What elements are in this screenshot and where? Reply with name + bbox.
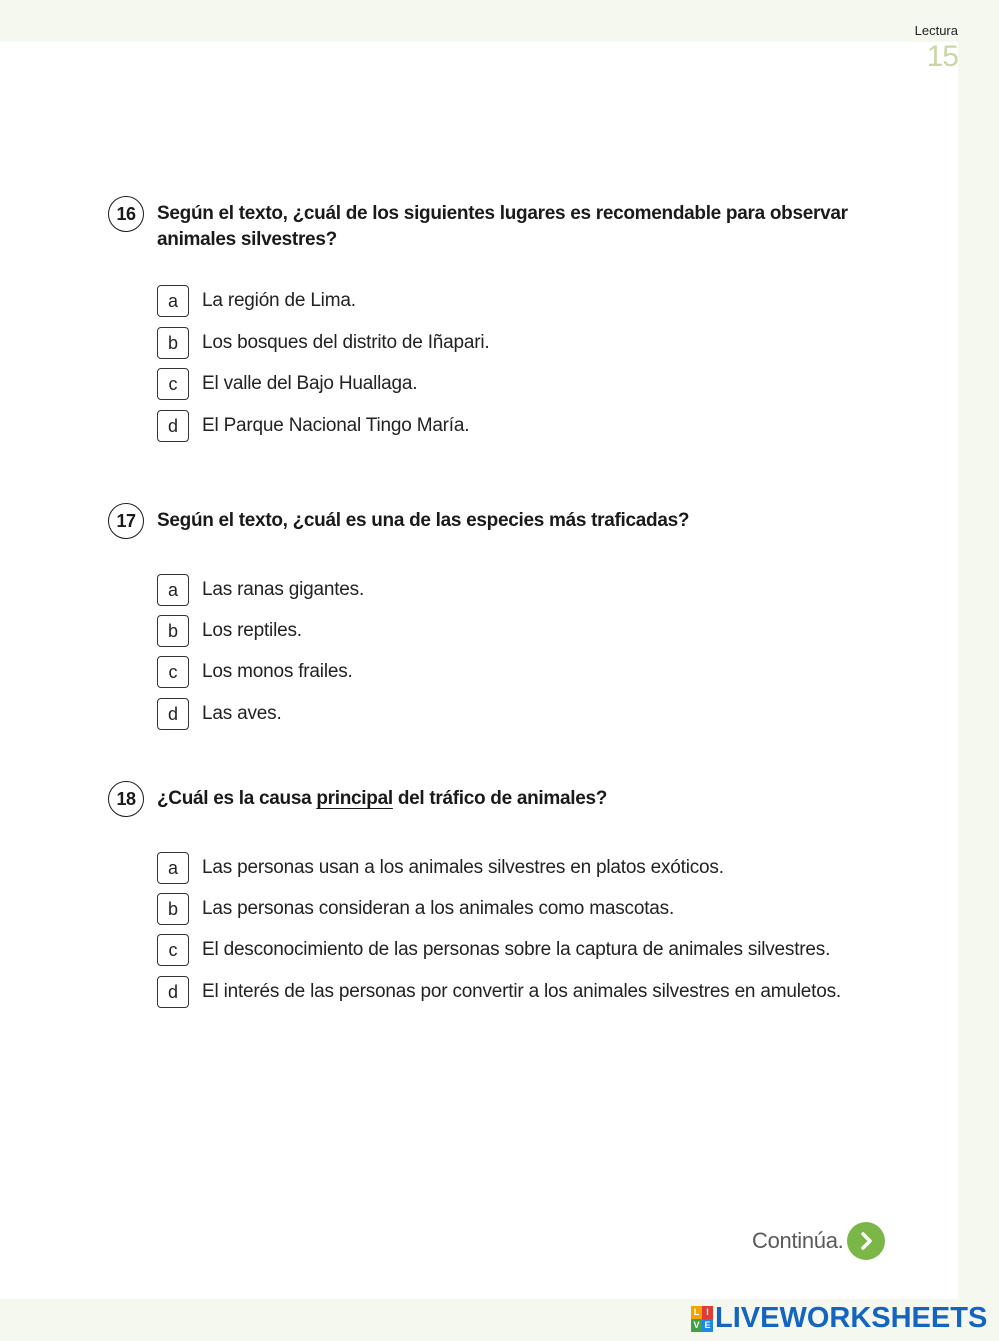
option-letter-box[interactable]: c — [157, 934, 189, 966]
logo-letter: L — [691, 1306, 702, 1319]
liveworksheets-logo-icon — [691, 1306, 713, 1332]
option-text: El valle del Bajo Huallaga. — [202, 373, 418, 394]
question-text-part: ¿Cuál es la causa — [157, 788, 317, 809]
option-b[interactable] — [157, 327, 490, 359]
option-text: Los bosques del distrito de Iñapari. — [202, 332, 490, 353]
option-d[interactable] — [157, 410, 469, 442]
option-a[interactable] — [157, 574, 364, 606]
option-d[interactable] — [157, 698, 282, 730]
option-letter-box[interactable]: d — [157, 410, 189, 442]
question-text: Según el texto, ¿cuál es una de las especies más traficadas? — [157, 510, 690, 531]
option-letter-box[interactable]: b — [157, 327, 189, 359]
option-letter-box[interactable]: c — [157, 368, 189, 400]
option-letter-box[interactable]: a — [157, 285, 189, 317]
question-number: 18 — [108, 781, 144, 817]
option-text: Las personas usan a los animales silvestres en platos exóticos. — [202, 857, 724, 878]
page-number: 15 — [926, 40, 958, 73]
option-a[interactable] — [157, 852, 724, 884]
continue-link[interactable] — [752, 1222, 885, 1260]
option-c[interactable] — [157, 656, 353, 688]
option-letter-box[interactable]: b — [157, 615, 189, 647]
question-text: Según el texto, ¿cuál de los siguientes lugares es recomendable para observar animales silvestres? — [157, 203, 848, 250]
brand-text: LIVEWORKSHEETS — [715, 1302, 988, 1334]
option-letter-box[interactable]: d — [157, 976, 189, 1008]
question-text — [157, 786, 857, 812]
option-letter-box[interactable]: a — [157, 574, 189, 606]
option-text: Las ranas gigantes. — [202, 579, 365, 600]
option-b[interactable] — [157, 893, 674, 925]
option-text: El Parque Nacional Tingo María. — [202, 415, 470, 436]
option-d[interactable] — [157, 976, 841, 1008]
logo-letter: E — [702, 1319, 713, 1332]
option-text: Las personas consideran a los animales como mascotas. — [202, 898, 675, 919]
underlined-keyword: principal — [316, 788, 393, 809]
option-b[interactable] — [157, 615, 302, 647]
liveworksheets-brand[interactable] — [691, 1302, 987, 1335]
option-letter-box[interactable]: d — [157, 698, 189, 730]
continue-label: Continúa. — [752, 1228, 844, 1253]
right-band — [958, 0, 999, 1341]
option-text: Los reptiles. — [202, 620, 302, 641]
chevron-right-icon[interactable] — [847, 1222, 885, 1260]
option-text: El desconocimiento de las personas sobre la captura de animales silvestres. — [202, 939, 831, 960]
option-text: La región de Lima. — [202, 290, 356, 311]
option-letter-box[interactable]: b — [157, 893, 189, 925]
option-letter-box[interactable]: a — [157, 852, 189, 884]
section-label: Lectura — [914, 23, 958, 38]
question-number: 17 — [108, 503, 144, 539]
option-text: Las aves. — [202, 703, 282, 724]
option-c[interactable] — [157, 934, 830, 966]
question-text-part: del tráfico de animales? — [392, 788, 608, 809]
option-a[interactable] — [157, 285, 356, 317]
question-number: 16 — [108, 196, 144, 232]
logo-letter: I — [702, 1306, 713, 1319]
option-c[interactable] — [157, 368, 417, 400]
option-letter-box[interactable]: c — [157, 656, 189, 688]
logo-letter: V — [691, 1319, 702, 1332]
option-text: Los monos frailes. — [202, 661, 353, 682]
top-band — [0, 0, 999, 42]
option-text: El interés de las personas por convertir a los animales silvestres en amuletos. — [202, 981, 841, 1002]
